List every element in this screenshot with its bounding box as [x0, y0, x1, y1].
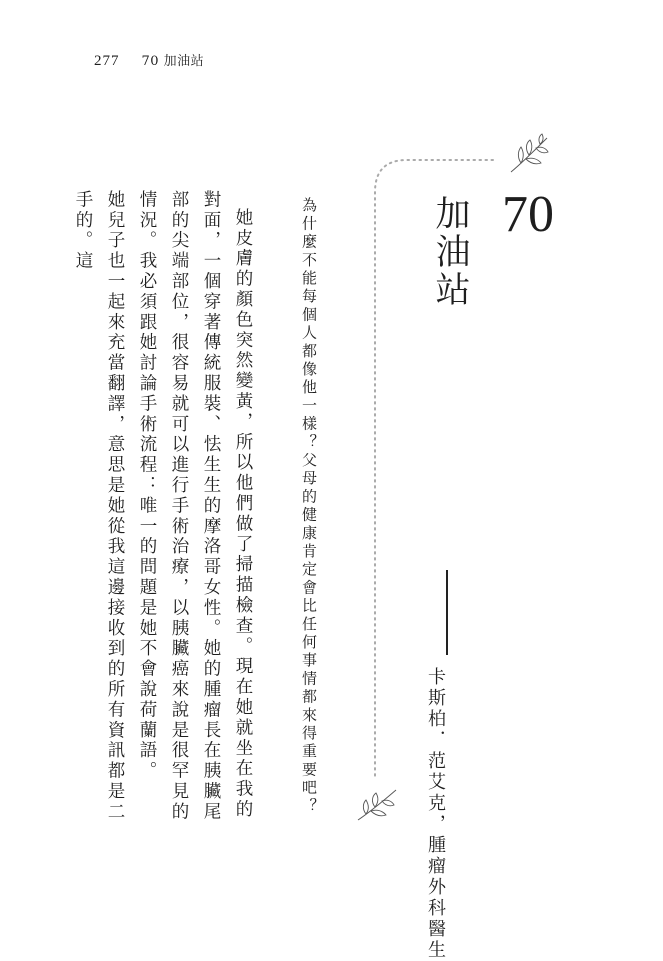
leaf-sprig-bottom-icon — [356, 786, 398, 822]
attribution-dash — [446, 570, 448, 655]
author-name: 卡斯柏．范艾克，腫瘤外科醫生 — [425, 667, 446, 961]
leaf-sprig-top-icon — [507, 132, 551, 176]
page-number: 277 — [94, 53, 120, 69]
body-text — [67, 190, 259, 830]
body-paragraph: 她兒子也一起來充當翻譯，意思是她從我這邊接收到的所有資訊都是二手的。這 — [73, 190, 125, 823]
chapter-number: 70 — [502, 186, 554, 243]
running-title: 70 加油站 — [141, 54, 205, 69]
running-header — [94, 50, 204, 74]
chapter-title: 加油站 — [430, 195, 470, 309]
author-attribution — [422, 570, 448, 961]
body-paragraph: 她皮膚的顏色突然變黃，所以他們做了掃描檢查。現在她就坐在我的對面，一個穿著傳統服裝、怯生生的摩洛哥女性。她的腫瘤長在胰臟尾部的尖端部位，很容易就可以進行手術治療，以胰臟癌來說是很罕見的情況。我必須跟她討論手術流程：唯一的問題是她不會說荷蘭語。 — [137, 190, 253, 823]
epigraph-quote: 為什麼不能每個人都像他一樣？父母的健康肯定會比任何事情都來得重要吧？ — [300, 197, 318, 816]
